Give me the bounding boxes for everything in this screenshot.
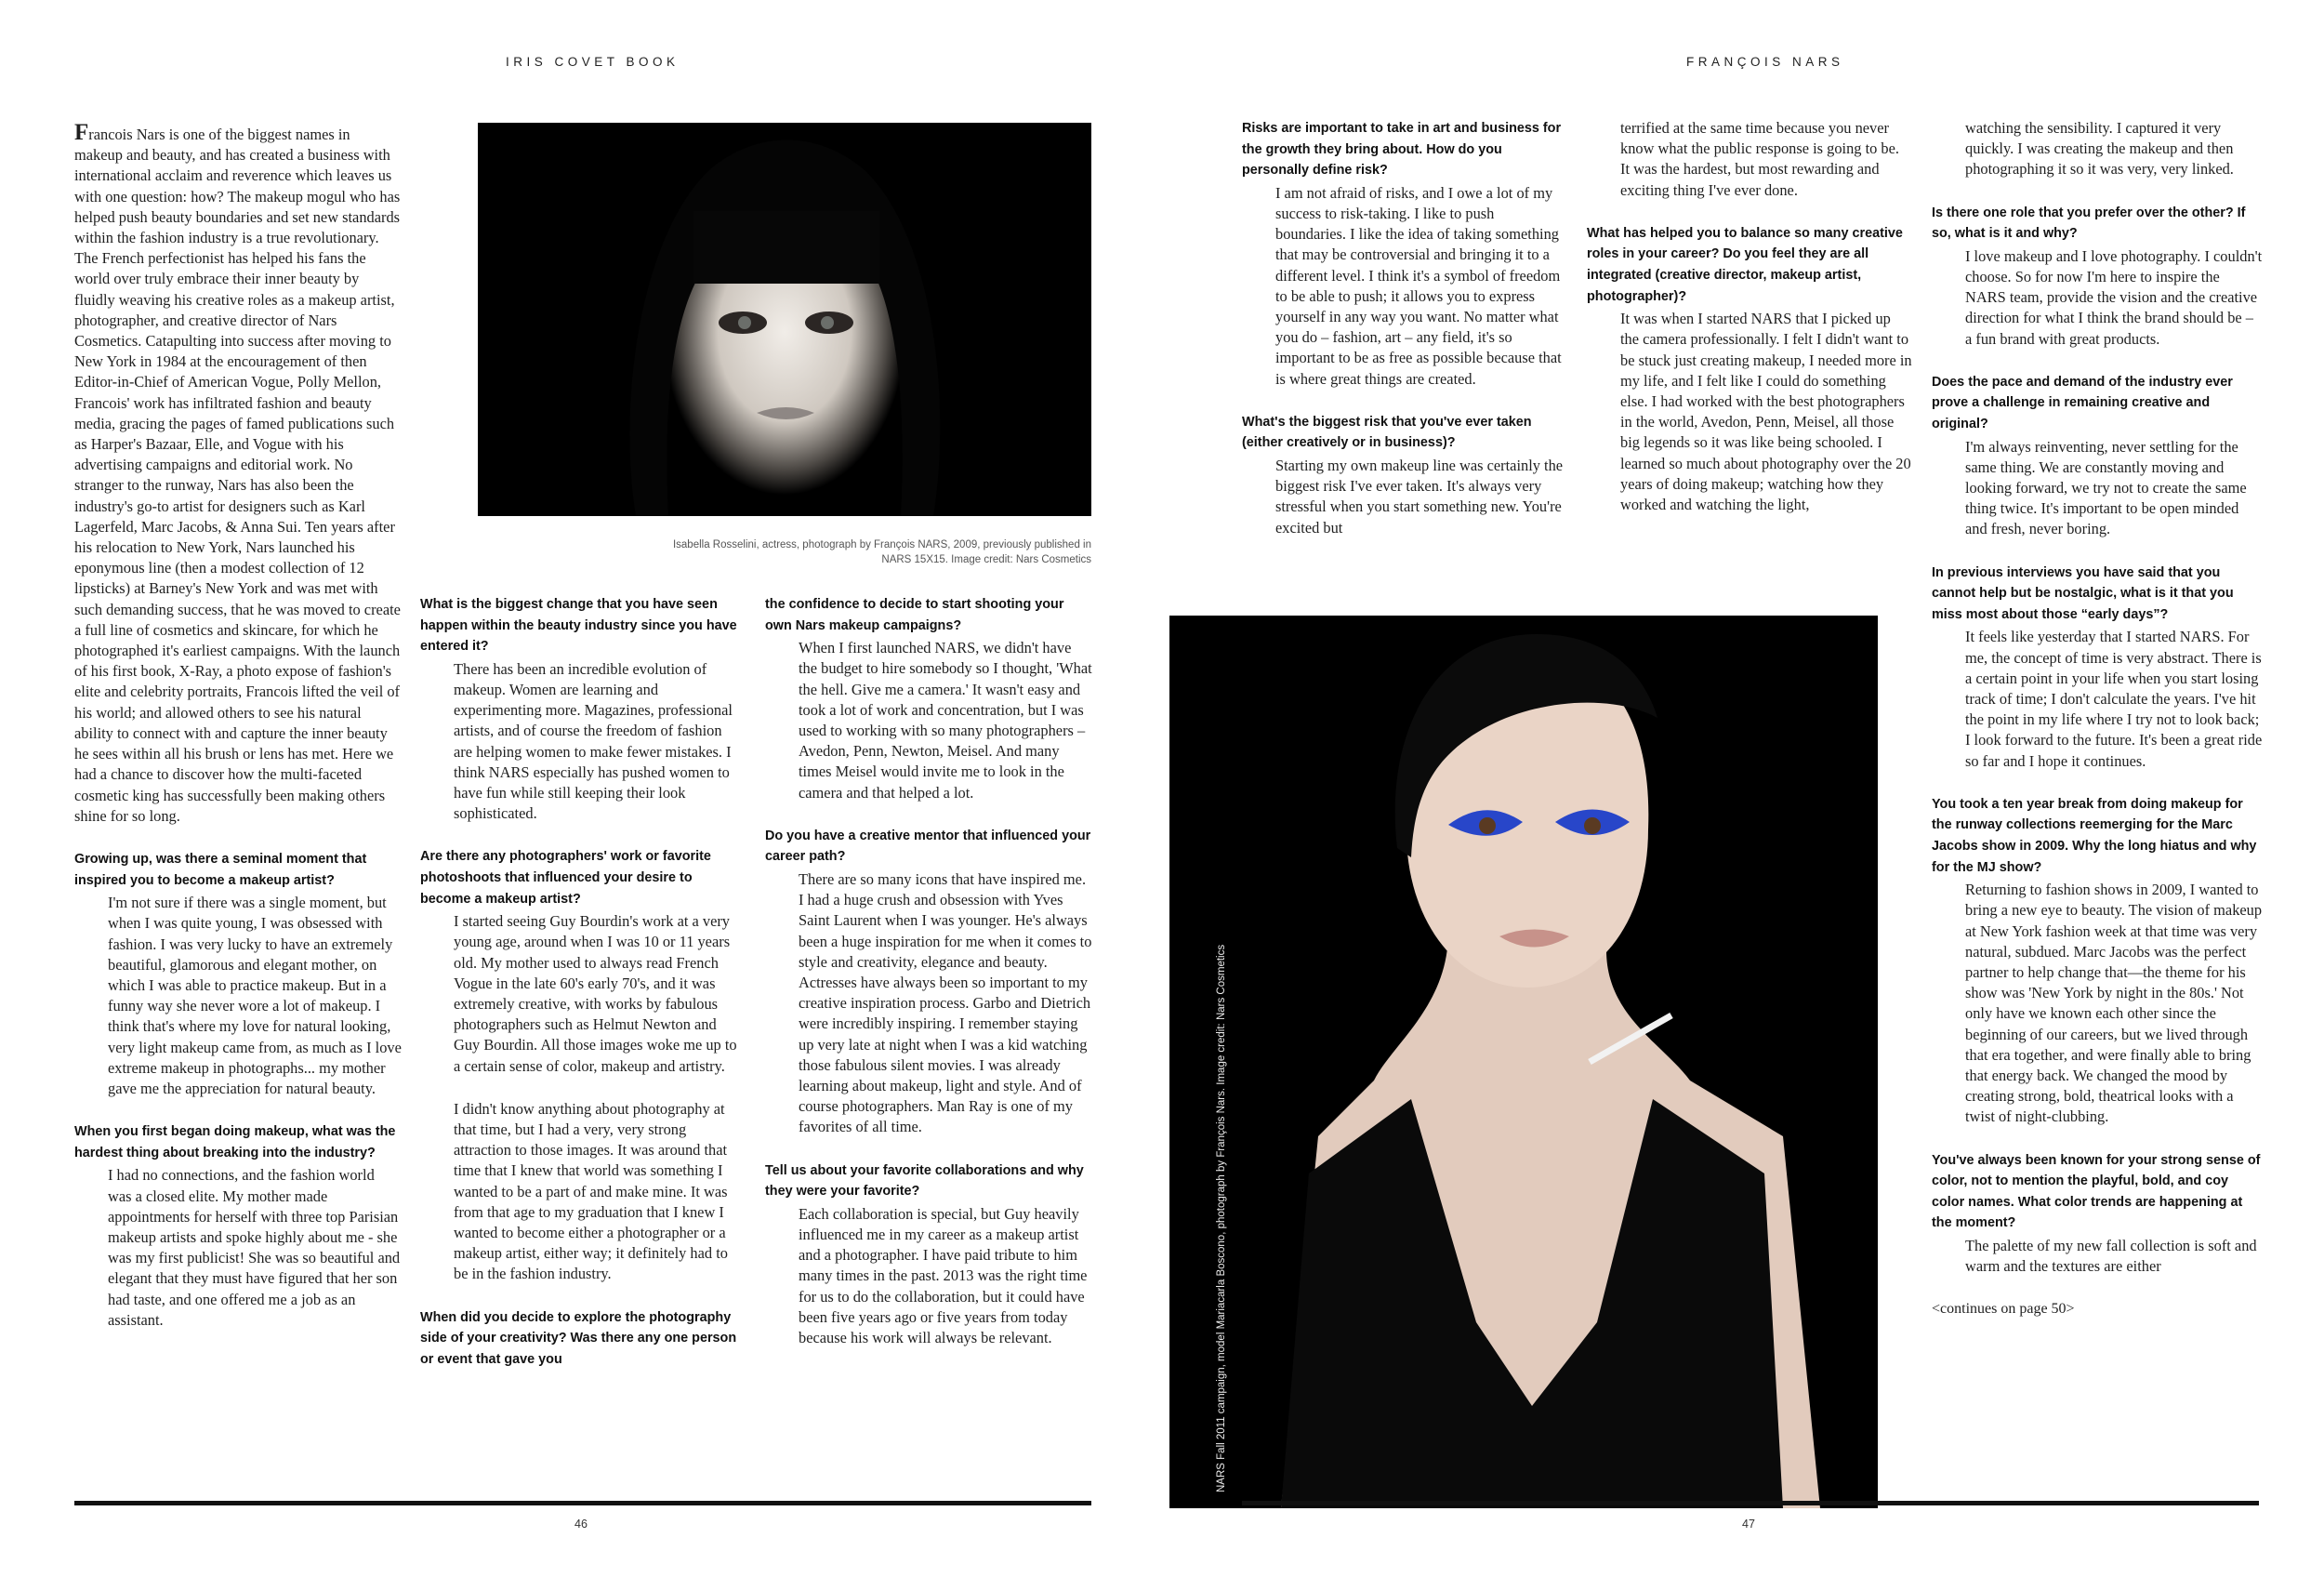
bottom-rule-left	[74, 1501, 1091, 1505]
question: Does the pace and demand of the industry ever prove a challenge in remaining creative and original?	[1932, 374, 2233, 431]
page-number-left: 46	[574, 1518, 588, 1531]
photo-caption-2: NARS Fall 2011 campaign, model Mariacarla Boscono, photograph by François Nars. Image credit: Nars Cosmetics	[1216, 944, 1227, 1492]
answer: Returning to fashion shows in 2009, I wanted to bring a new eye to beauty. The vision of makeup at New York fashion week at that time was very natural, subdued. Marc Jacobs was the perfect partner to help change that—the theme for his show was 'New York by night in the 80s.' Not only have we known each other since the beginning of our careers, but we lived through that era together, and were finally able to bring that energy back. We changed the mood by creating strong, bold, theatrical looks with a twist of night-clubbing.	[1965, 881, 2263, 1126]
question: In previous interviews you have said that you cannot help but be nostalgic, what is it that you miss most about those “early days”?	[1932, 564, 2234, 622]
portrait-illustration	[478, 123, 1091, 516]
answer: It feels like yesterday that I started NARS. For me, the concept of time is very abstract. There is a certain point in your life when you start losing track of time; I don't calculate the years. I've hit the point in my life where I try not to look back; I look forward to the future. It's been a great ride so far and I hope it continues.	[1965, 628, 2263, 770]
question: What is the biggest change that you have seen happen within the beauty industry since you have entered it?	[420, 597, 737, 655]
question: What's the biggest risk that you've ever taken (either creatively or in business)?	[1242, 414, 1532, 451]
answer: terrified at the same time because you never know what the public response is going to be. It was the hardest, but most rewarding and exciting thing I've ever done.	[1620, 119, 1899, 199]
answer: I am not afraid of risks, and I owe a lot of my success to risk-taking. I like to push boundaries. I like the idea of taking something that may be controversial and bringing it to a different level. I think it's a symbol of freedom to be able to push; it allows you to express yourself in any way you want. No matter what you do – fashion, art – any field, it's so important to be as free as possible because that is where great things are created.	[1275, 183, 1562, 388]
bottom-rule-right	[1242, 1501, 2259, 1505]
question: You took a ten year break from doing makeup for the runway collections reemerging for the Marc Jacobs show in 2009. Why the long hiatus and why for the MJ show?	[1932, 796, 2257, 875]
question: Tell us about your favorite collaborations and why they were your favorite?	[765, 1162, 1084, 1200]
column-6	[1932, 118, 2263, 1320]
campaign-photo	[1169, 616, 1878, 1508]
answer: I started seeing Guy Bourdin's work at a very young age, around when I was 10 or 11 years old. My mother used to always read French Vogue in the late 60's early 70's, and it was extremely creative, with works by fabulous photographers such as Helmut Newton and Guy Bourdin. All those images woke me up to a certain sense of color, makeup and artistry.	[454, 912, 737, 1075]
question: You've always been known for your strong sense of color, not to mention the playful, bold, and coy color names. What color trends are happening at the moment?	[1932, 1152, 2261, 1231]
answer: watching the sensibility. I captured it very quickly. I was creating the makeup and then photographing it so it was very, very linked.	[1965, 119, 2234, 179]
answer: There are so many icons that have inspired me. I had a huge crush and obsession with Yves Saint Laurent when I was younger. He's always been a huge inspiration for me when it comes to style and creativity, elegance and beauty. Actresses have always been so important to my creative inspiration process. Garbo and Dietrich were incredibly inspiring. I remember staying up very late at night when I was a kid watching those fabulous silent movies. I was already learning about makeup, light and style. And of course photographers. Man Ray is one of my favorites of all time.	[799, 870, 1092, 1136]
running-head-left: IRIS COVET BOOK	[506, 55, 680, 69]
question: When you first began doing makeup, what was the hardest thing about breaking into the industry?	[74, 1124, 396, 1160]
question: What has helped you to balance so many creative roles in your career? Do you feel they are all integrated (creative director, makeup artist, photographer)?	[1587, 225, 1903, 304]
intro-paragraph	[74, 120, 402, 827]
campaign-illustration	[1169, 616, 1878, 1508]
column-3	[765, 594, 1092, 1348]
answer: I had no connections, and the fashion world was a closed elite. My mother made appointments for herself with three top Parisian makeup artists and spoke highly about me - she was my first publicist! She was so beautiful and elegant that they must have figured that her son had taste, and one offered me a job as an assistant.	[108, 1166, 401, 1329]
running-head-right: FRANÇOIS NARS	[1686, 55, 1844, 69]
question: Risks are important to take in art and business for the growth they bring about. How do you personally define risk?	[1242, 121, 1562, 179]
question: Are there any photographers' work or favorite photoshoots that influenced your desire to become a makeup artist?	[420, 849, 711, 907]
page-number-right: 47	[1742, 1518, 1755, 1531]
answer: It was when I started NARS that I picked up the camera professionally. I felt I didn't want to be stuck just creating makeup, I needed more in my life, and I felt like I could do something else. I had worked with the best photographers in the world, Avedon, Penn, Meisel, all those big legends so it was like being schooled. I learned so much about photography over the 20 years of doing makeup; watching how they worked and watching the light,	[1620, 310, 1912, 514]
answer: I love makeup and I love photography. I couldn't choose. So for now I'm here to inspire the NARS team, provide the vision and the creative direction for what I think the brand should be – a fun brand with great products.	[1965, 246, 2263, 348]
column-2	[420, 594, 744, 1372]
column-5	[1587, 118, 1912, 515]
answer: Starting my own makeup line was certainly the biggest risk I've ever taken. It's always very stressful when you start something new. You're excited but	[1275, 457, 1564, 537]
answer: I'm not sure if there was a single moment, but when I was quite young, I was obsessed with fashion. I was very lucky to have an extremely beautiful, glamorous and elegant mother, on which I was able to practice makeup. But in a funny way she never wore a lot of makeup. I think that's where my love for natural looking, very light makeup came from, as much as I love extreme makeup in photographs... my mother gave me the appreciation for natural beauty.	[108, 894, 402, 1097]
continues-note: <continues on page 50>	[1932, 1301, 2075, 1318]
column-1	[74, 120, 402, 1331]
answer: Each collaboration is special, but Guy heavily influenced me in my career as a makeup artist and a photographer. I have paid tribute to him many times in the past. 2013 was the right time for us to do the collaboration, but it could have been five years ago or five years from today because his work will always be relevant.	[799, 1204, 1088, 1347]
question: the confidence to decide to start shooting your own Nars makeup campaigns?	[765, 597, 1064, 633]
answer: There has been an incredible evolution of makeup. Women are learning and experimenting more. Magazines, professional artists, and of course the freedom of fashion are helping women to make fewer mistakes. I think NARS especially has pushed women to have fun while still keeping their look sophisticated.	[454, 659, 733, 823]
question: When did you decide to explore the photography side of your creativity? Was there any one person or event that gave you	[420, 1309, 737, 1367]
drop-cap: F	[74, 120, 89, 145]
question: Is there one role that you prefer over the other? If so, what is it and why?	[1932, 205, 2246, 242]
answer: The palette of my new fall collection is soft and warm and the textures are either	[1965, 1237, 2257, 1276]
portrait-photo	[478, 123, 1091, 516]
photo-caption-1: Isabella Rosselini, actress, photograph by François NARS, 2009, previously published in NARS 15X15. Image credit: Nars Cosmetics	[672, 539, 1091, 565]
question: Do you have a creative mentor that influenced your career path?	[765, 828, 1091, 865]
question: Growing up, was there a seminal moment that inspired you to become a makeup artist?	[74, 851, 367, 888]
answer: I'm always reinventing, never settling for the same thing. We are constantly moving and looking forward, we try not to create the same thing twice. It's important to be open minded and fresh, never boring.	[1965, 437, 2247, 538]
intro-text: rancois Nars is one of the biggest names in makeup and beauty, and has created a business with international acclaim and reverence which leaves us with one question: how? The makeup mogul who has helped push beauty boundaries and set new standards within the fashion industry is a true revolutionary. The French perfectionist has helped his fans the world over truly embrace their inner beauty by fluidly weaving his creative roles as a makeup artist, photographer, and creative director of Nars Cosmetics. Catapulting into success after moving to New York in 1984 at the encouragement of then Editor-in-Chief of American Vogue, Polly Mellon, Francois' work has infiltrated fashion and beauty media, gracing the pages of famed publications such as Harper's Bazaar, Elle, and Vogue with his advertising campaigns and editorial work. No stranger to the runway, Nars has also been the industry's go-to artist for designers such as Karl Lagerfeld, Marc Jacobs, & Anna Sui. Ten years after his relocation to New York, Nars launched his eponymous line (then a modest collection of 12 lipsticks) at Barney's New York and was met with such demanding success, that he was moved to create a full line of cosmetics and skincare, for which he photographed it's earliest campaigns. With the launch of his first book, X-Ray, a photo expose of fashion's elite and celebrity portraits, Francois lifted the veil of his world; and allowed others to see his natural ability to connect with and capture the inner beauty he sees within all his brush or lens has met. Here we had a chance to discover how the multi-faceted cosmetic king has successfully been making others shine for so long.	[74, 126, 401, 825]
answer: When I first launched NARS, we didn't have the budget to hire somebody so I thought, 'What the hell. Give me a camera.' It wasn't easy and took a lot of work and concentration, but I was used to working with so many photographers – Avedon, Penn, Newton, Meisel. And many times Meisel would invite me to look in the camera and that helped a lot.	[799, 639, 1092, 802]
column-4	[1242, 118, 1565, 538]
answer: I didn't know anything about photography at that time, but I had a very, very strong attraction to those images. It was around that time that I knew that world was something I wanted to be a part of and make mine. It was from that age to my graduation that I knew I wanted to become either a photographer or a makeup artist, either way; it definitely had to be in the fashion industry.	[454, 1099, 728, 1283]
